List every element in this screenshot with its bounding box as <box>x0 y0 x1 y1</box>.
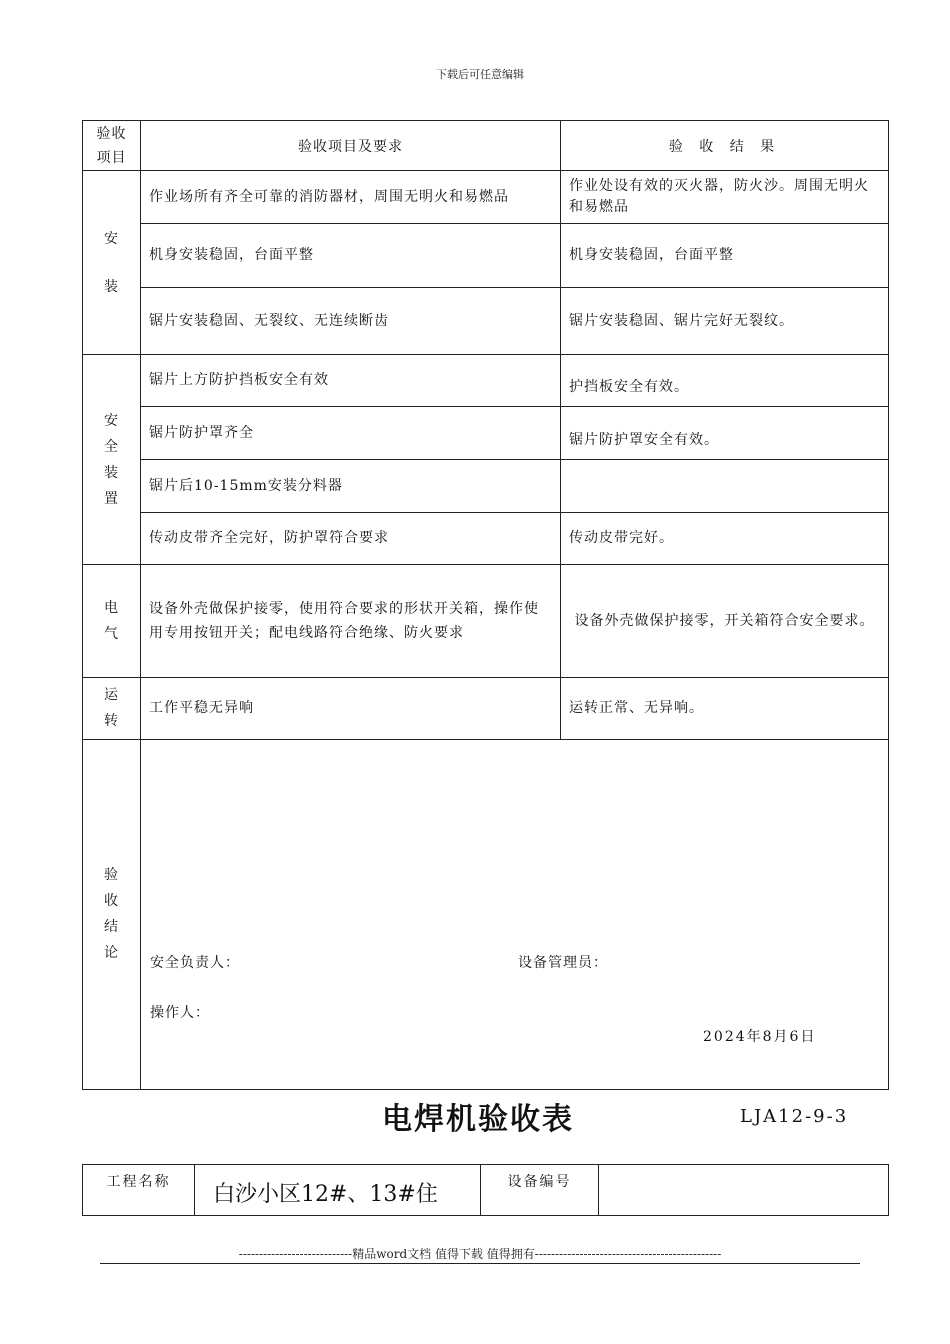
inspection-date: 2024年8月6日 <box>703 1028 817 1045</box>
requirement-cell: 设备外壳做保护接零，使用符合要求的形状开关箱，操作使用专用按钮开关；配电线路符合绝缘、防火要求 <box>141 565 561 677</box>
conclusion-area <box>141 739 889 1089</box>
equipment-no-label: 设备编号 <box>481 1165 599 1216</box>
category-electrical <box>83 565 141 677</box>
result-cell: 作业处设有效的灭火器，防火沙。周围无明火和易燃品 <box>561 171 889 224</box>
category-operation <box>83 677 141 739</box>
requirement-cell: 传动皮带齐全完好，防护罩符合要求 <box>141 513 561 565</box>
operator-label: 操作人： <box>150 1004 210 1021</box>
result-cell: 设备外壳做保护接零，开关箱符合安全要求。 <box>561 565 889 677</box>
requirement-cell: 锯片安装稳固、无裂纹、无连续断齿 <box>141 288 561 355</box>
category-safety-device <box>83 355 141 565</box>
header-result-cell: 验 收 结 果 <box>561 121 889 171</box>
result-cell: 传动皮带完好。 <box>561 513 889 565</box>
project-name-label: 工程名称 <box>83 1165 195 1216</box>
requirement-cell: 机身安装稳固，台面平整 <box>141 224 561 288</box>
header-requirement-cell: 验收项目及要求 <box>141 121 561 171</box>
inspection-table <box>82 120 889 1090</box>
next-form-title: 电焊机验收表 <box>382 1102 574 1137</box>
page-footer: ----------------------------精品word文档 值得下载 值得拥有---------------------------------------------- <box>238 1247 722 1261</box>
project-name-value: 白沙小区12#、13#住 <box>195 1165 481 1216</box>
footer-divider <box>100 1263 860 1264</box>
next-form-code: LJA12-9-3 <box>740 1106 849 1127</box>
result-cell: 锯片防护罩安全有效。 <box>561 407 889 460</box>
requirement-cell: 工作平稳无异响 <box>141 677 561 739</box>
category-conclusion-label: 验收结论 <box>104 867 119 962</box>
safety-officer-label: 安全负责人： <box>150 954 240 971</box>
result-cell: 运转正常、无异响。 <box>561 677 889 739</box>
result-cell: 锯片安装稳固、锯片完好无裂纹。 <box>561 288 889 355</box>
header-item-cell: 验收项目 <box>83 121 141 171</box>
result-cell: 护挡板安全有效。 <box>561 355 889 407</box>
requirement-cell: 作业场所有齐全可靠的消防器材，周围无明火和易燃品 <box>141 171 561 224</box>
category-electrical-label: 电气 <box>104 599 119 642</box>
result-cell <box>561 460 889 513</box>
category-operation-label: 运转 <box>104 687 119 730</box>
requirement-cell: 锯片上方防护挡板安全有效 <box>141 355 561 407</box>
requirement-cell: 锯片防护罩齐全 <box>141 407 561 460</box>
equipment-manager-label: 设备管理员： <box>518 954 608 971</box>
category-conclusion <box>83 739 141 1089</box>
page-header-note: 下载后可任意编辑 <box>436 68 524 81</box>
project-info-table <box>82 1164 889 1216</box>
category-safety-device-label: 安全装置 <box>104 412 119 507</box>
result-cell: 机身安装稳固，台面平整 <box>561 224 889 288</box>
requirement-cell: 锯片后10-15mm安装分料器 <box>141 460 561 513</box>
category-installation <box>83 171 141 355</box>
equipment-no-value <box>599 1165 889 1216</box>
category-installation-label: 安装 <box>104 230 119 295</box>
